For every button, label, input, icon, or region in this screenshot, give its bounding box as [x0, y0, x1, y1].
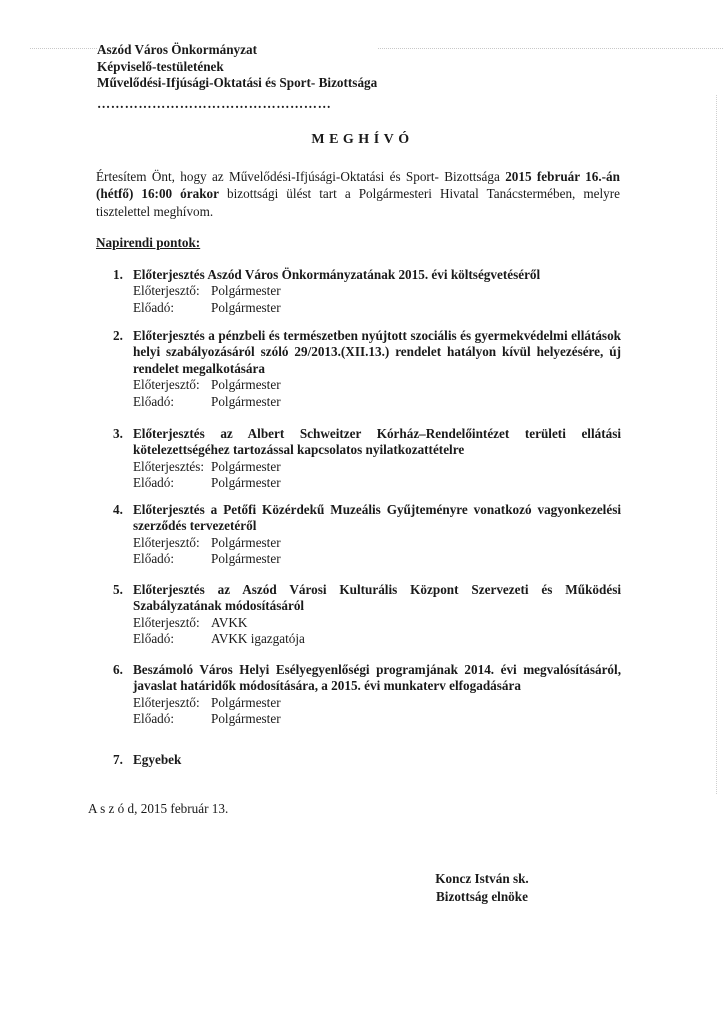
presenter-label: Előterjesztő:: [133, 614, 200, 630]
speaker-label: Előadó:: [133, 393, 175, 409]
invitation-text: [96, 168, 620, 220]
speaker-value: Polgármester: [211, 393, 281, 409]
agenda-item: [113, 582, 621, 648]
meeting-date: 2015 február 16.-án (hétfő) 16:00 órakor: [96, 169, 620, 202]
agenda-item-number: 5.: [113, 582, 123, 597]
intro-text-part1: Értesítem Önt, hogy az Művelődési-Ifjúsági-Oktatási és Sport- Bizottsága: [96, 169, 506, 184]
presenter-value: Polgármester: [211, 283, 281, 299]
committee-name: Művelődési-Ifjúsági-Oktatási és Sport- Bizottsága: [97, 75, 378, 90]
presenter-label: Előterjesztő:: [133, 283, 200, 299]
scan-artifact-edge: [716, 95, 717, 794]
agenda-item: [113, 662, 621, 728]
speaker-value: AVKK igazgatója: [211, 631, 305, 647]
speaker-label: Előadó:: [133, 299, 175, 315]
agenda-item: [113, 426, 621, 492]
speaker-label: Előadó:: [133, 631, 175, 647]
organization-body: Képviselő-testületének: [97, 58, 224, 74]
agenda-item: [113, 328, 621, 410]
presenter-value: AVKK: [211, 614, 248, 630]
speaker-value: Polgármester: [211, 475, 281, 491]
speaker-value: Polgármester: [211, 551, 281, 567]
agenda-item-title: Előterjesztés az Albert Schweitzer Kórház–Rendelőintézet területi ellátási kötelezettségéhez tartozással kapcsolatos nyilatkozattételre: [133, 426, 621, 458]
presenter-value: Polgármester: [211, 694, 281, 710]
signatory-name: Koncz István sk.: [435, 871, 529, 886]
agenda-item-title: Előterjesztés a Petőfi Közérdekű Muzeális Gyűjteményre vonatkozó vagyonkezelési szerződés tervezetéről: [133, 502, 621, 534]
speaker-label: Előadó:: [133, 711, 175, 727]
letterhead: [97, 42, 377, 112]
agenda-item-title: Egyebek: [133, 752, 182, 767]
agenda-item-title: Előterjesztés az Aszód Városi Kulturális Központ Szervezeti és Működési Szabályzatának módosításáról: [133, 582, 621, 614]
agenda-item: [113, 502, 621, 568]
agenda-item-number: 3.: [113, 426, 123, 441]
presenter-value: Polgármester: [211, 458, 281, 474]
agenda-item-number: 7.: [113, 752, 123, 767]
signatory-role: Bizottság elnöke: [436, 889, 528, 904]
agenda-heading: Napirendi pontok:: [96, 235, 201, 250]
speaker-label: Előadó:: [133, 475, 175, 491]
presenter-label: Előterjesztés:: [133, 458, 205, 474]
presenter-label: Előterjesztő:: [133, 534, 200, 550]
speaker-label: Előadó:: [133, 551, 175, 567]
presenter-value: Polgármester: [211, 377, 281, 393]
place-and-date: A s z ó d, 2015 február 13.: [88, 801, 229, 816]
organization-name: Aszód Város Önkormányzat: [97, 42, 377, 59]
presenter-value: Polgármester: [211, 534, 281, 550]
speaker-value: Polgármester: [211, 299, 281, 315]
signature-block: [420, 870, 544, 906]
agenda-item-title: Előterjesztés Aszód Város Önkormányzatának 2015. évi költségvetéséről: [133, 267, 541, 282]
agenda-item-number: 2.: [113, 328, 123, 343]
agenda-item: [113, 267, 621, 316]
agenda-item-title: Előterjesztés a pénzbeli és természetben nyújtott szociális és gyermekvédelmi ellátások helyi szabályozásáról szóló 29/2013.(XII.13.) rendelet hatályon kívül helyezésére, új rendelet megalkotására: [133, 328, 621, 376]
speaker-value: Polgármester: [211, 711, 281, 727]
presenter-label: Előterjesztő:: [133, 694, 200, 710]
presenter-label: Előterjesztő:: [133, 377, 200, 393]
agenda-item-number: 1.: [113, 267, 123, 282]
agenda-item-title: Beszámoló Város Helyi Esélyegyenlőségi programjának 2014. évi megvalósításáról, javaslat határidők módosítására, a 2015. évi munkaterv elfogadására: [133, 662, 621, 694]
agenda-item-number: 4.: [113, 502, 123, 517]
agenda-item: [113, 752, 621, 768]
document-title: MEGHÍVÓ: [311, 132, 414, 147]
dotted-divider: ……………………………………………: [97, 95, 332, 111]
intro-text-part2: bizottsági ülést tart a Polgármesteri Hivatal Tanácstermében, melyre tisztelettel meghívom.: [96, 186, 620, 219]
agenda-item-number: 6.: [113, 662, 123, 677]
